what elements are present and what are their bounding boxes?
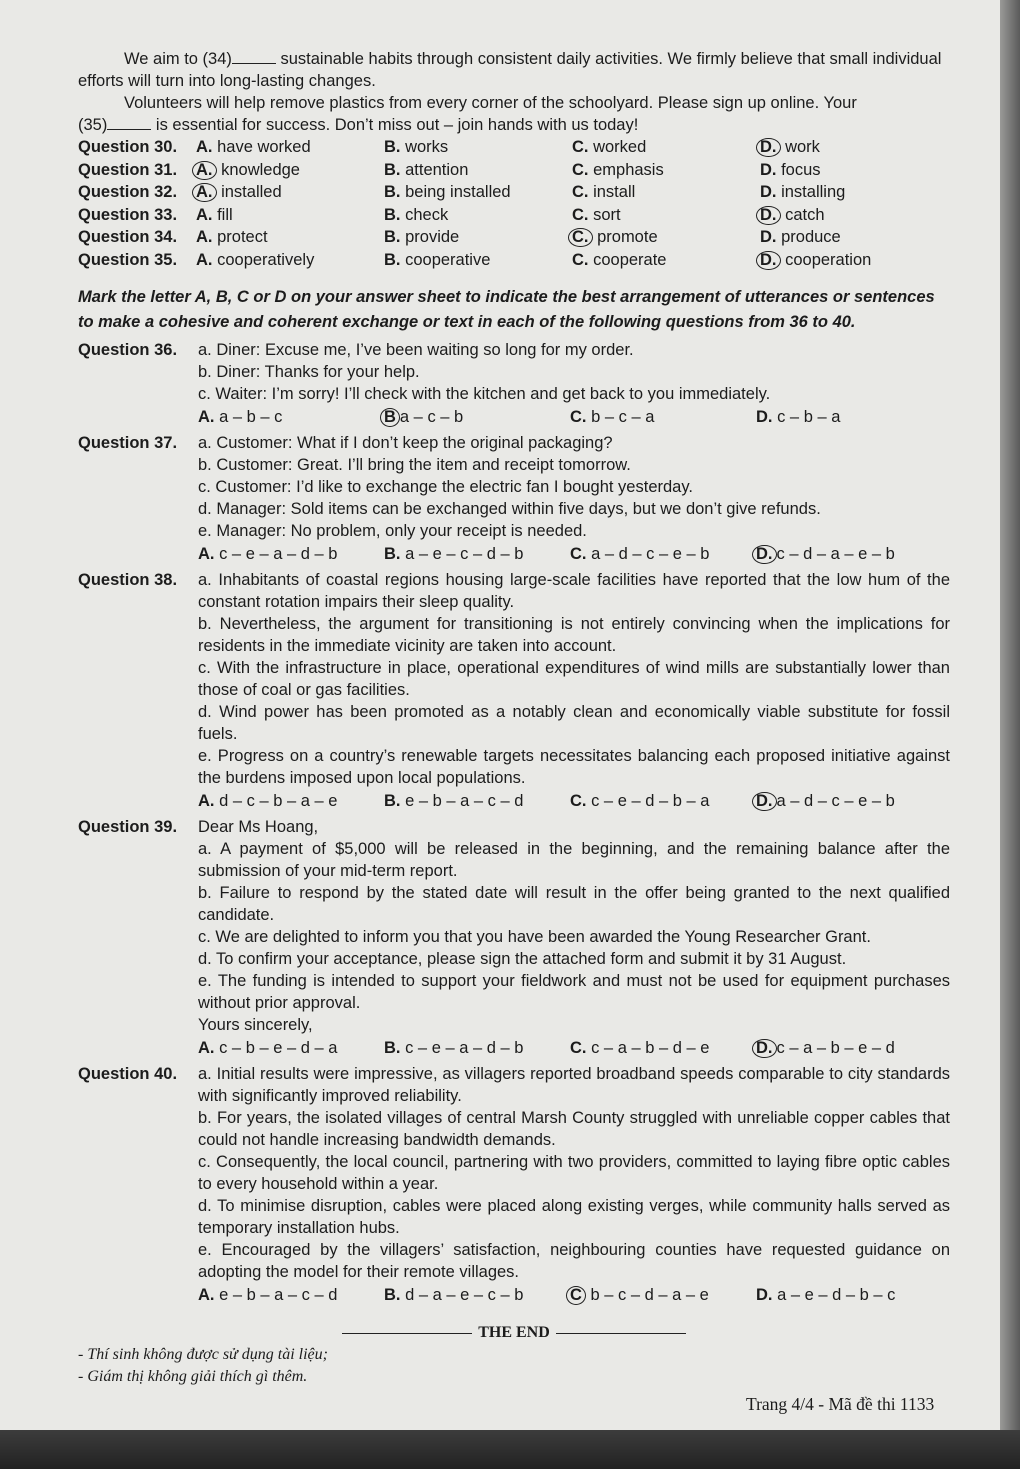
option-d[interactable] bbox=[756, 1037, 942, 1059]
option-a[interactable] bbox=[196, 249, 384, 271]
exam-notes bbox=[78, 1344, 950, 1388]
sentence-line: b. Nevertheless, the argument for transitioning is not entirely convincing when the implications for residents in the immediate vicinity are taken into account. bbox=[198, 615, 950, 655]
mcq-question-row bbox=[78, 159, 950, 182]
option-b[interactable] bbox=[384, 1037, 570, 1059]
option-text: cooperatively bbox=[217, 250, 315, 269]
option-d[interactable] bbox=[756, 406, 942, 428]
option-c[interactable] bbox=[570, 543, 756, 565]
option-text: a – e – d – b – c bbox=[777, 1286, 896, 1304]
option-text: c – e – d – b – a bbox=[591, 792, 710, 810]
note-line: - Thí sinh không được sử dụng tài liệu; bbox=[78, 1346, 328, 1363]
option-text: c – e – a – d – b bbox=[405, 1039, 524, 1057]
question-label: Question 32. bbox=[78, 183, 178, 202]
sentence-line: d. To minimise disruption, cables were placed along existing verges, while community halls served as temporary installation hubs. bbox=[198, 1197, 950, 1237]
option-letter: D. bbox=[760, 228, 777, 247]
option-letter: C. bbox=[570, 408, 587, 426]
option-text: install bbox=[593, 183, 636, 202]
passage-paragraph-2: Volunteers will help remove plastics from every corner of the schoolyard. Please sign up online. Your bbox=[124, 94, 857, 112]
option-letter: A. bbox=[196, 250, 213, 269]
option-letter: B. bbox=[384, 228, 401, 247]
option-letter: C. bbox=[570, 792, 587, 810]
option-text: d – a – e – c – b bbox=[405, 1286, 524, 1304]
option-c[interactable] bbox=[570, 1284, 756, 1306]
option-text: works bbox=[405, 138, 449, 157]
option-letter: C. bbox=[570, 545, 587, 563]
option-d[interactable] bbox=[756, 543, 942, 565]
option-d[interactable] bbox=[756, 790, 942, 812]
option-a[interactable] bbox=[198, 790, 384, 812]
mcq-question-row bbox=[78, 136, 950, 159]
option-text: e – b – a – c – d bbox=[405, 792, 524, 810]
option-text: c – e – a – d – b bbox=[219, 545, 338, 563]
option-text: sort bbox=[593, 205, 621, 224]
question-label: Question 33. bbox=[78, 205, 178, 224]
option-letter: B. bbox=[384, 545, 401, 563]
option-letter: A. bbox=[196, 205, 213, 224]
option-text: protect bbox=[217, 228, 268, 247]
question-body bbox=[198, 432, 950, 567]
option-text: e – b – a – c – d bbox=[219, 1286, 338, 1304]
background-edge bbox=[1000, 0, 1020, 1430]
option-text: installing bbox=[781, 183, 846, 202]
option-text: cooperation bbox=[785, 250, 872, 269]
option-text: work bbox=[785, 138, 820, 157]
option-text: check bbox=[405, 205, 449, 224]
option-letter: A. bbox=[196, 138, 213, 157]
option-c[interactable] bbox=[572, 159, 760, 181]
answer-options bbox=[198, 406, 950, 428]
option-letter: A. bbox=[198, 408, 215, 426]
sentence-line: c. Customer: I’d like to exchange the electric fan I bought yesterday. bbox=[198, 478, 693, 496]
option-b[interactable] bbox=[384, 204, 572, 226]
question-36 bbox=[78, 339, 950, 430]
question-label: Question 36. bbox=[78, 341, 178, 359]
option-b[interactable] bbox=[384, 136, 572, 158]
option-text: c – a – b – d – e bbox=[591, 1039, 710, 1057]
sentence-line: e. The funding is intended to support your fieldwork and must not be used for equipment purchases without prior approval. bbox=[198, 972, 950, 1012]
option-text: c – b – e – d – a bbox=[219, 1039, 338, 1057]
option-d[interactable] bbox=[760, 159, 940, 181]
page-content bbox=[78, 48, 950, 1388]
option-text: c – b – a bbox=[777, 408, 841, 426]
sentence-line: a. Inhabitants of coastal regions housing large-scale facilities have reported that the low hum of the constant rotation impairs their sleep quality. bbox=[198, 571, 950, 611]
mcq-block bbox=[78, 136, 950, 271]
option-c[interactable] bbox=[572, 226, 760, 248]
mcq-question-row bbox=[78, 226, 950, 249]
option-text: a – d – c – e – b bbox=[776, 792, 895, 810]
option-text: focus bbox=[781, 160, 821, 179]
circled-answer-mark: D. bbox=[756, 138, 781, 157]
mcq-question-row bbox=[78, 204, 950, 227]
option-letter: C. bbox=[572, 160, 589, 179]
option-text: produce bbox=[781, 228, 841, 247]
sentence-line: b. Failure to respond by the stated date will result in the offer being granted to the next qualified candidate. bbox=[198, 884, 950, 924]
answer-options bbox=[198, 543, 950, 565]
answer-blank-35 bbox=[107, 115, 151, 130]
option-text: knowledge bbox=[221, 160, 300, 179]
option-a[interactable] bbox=[198, 543, 384, 565]
passage-text: We aim to (34) bbox=[124, 50, 232, 68]
option-text: worked bbox=[593, 138, 647, 157]
option-letter: B. bbox=[384, 160, 401, 179]
passage-text: (35) bbox=[78, 116, 108, 134]
option-a[interactable] bbox=[196, 159, 384, 181]
divider bbox=[556, 1333, 686, 1334]
option-d[interactable] bbox=[756, 1284, 942, 1306]
option-c[interactable] bbox=[570, 1037, 756, 1059]
option-c[interactable] bbox=[570, 406, 756, 428]
option-text: being installed bbox=[405, 183, 511, 202]
sentence-line: d. Manager: Sold items can be exchanged within five days, but we don’t give refunds. bbox=[198, 500, 821, 518]
option-letter: C. bbox=[572, 183, 589, 202]
option-letter: B. bbox=[384, 250, 401, 269]
passage-paragraph-1 bbox=[78, 48, 950, 92]
option-text: attention bbox=[405, 160, 469, 179]
circled-answer-mark: D. bbox=[756, 206, 781, 225]
option-b[interactable] bbox=[384, 790, 570, 812]
passage-text: sustainable habits through consistent daily activities. We firmly believe that small individual efforts will turn into long-lasting changes. bbox=[78, 50, 942, 90]
circled-answer-mark: D. bbox=[752, 545, 777, 564]
option-text: catch bbox=[785, 205, 825, 224]
the-end-marker bbox=[78, 1322, 950, 1344]
option-text: a – b – c bbox=[219, 408, 283, 426]
option-text: provide bbox=[405, 228, 460, 247]
sentence-line: d. Wind power has been promoted as a notably clean and economically viable substitute for fossil fuels. bbox=[198, 703, 950, 743]
option-letter: C. bbox=[570, 1039, 587, 1057]
option-letter: D. bbox=[756, 408, 773, 426]
question-body bbox=[198, 816, 950, 1061]
option-c[interactable] bbox=[572, 136, 760, 158]
option-letter: A. bbox=[198, 545, 215, 563]
option-a[interactable] bbox=[196, 136, 384, 158]
question-body bbox=[198, 339, 950, 430]
sentence-line: e. Manager: No problem, only your receipt is needed. bbox=[198, 522, 587, 540]
circled-answer-mark: D. bbox=[756, 251, 781, 270]
passage-text: is essential for success. Don’t miss out – join hands with us today! bbox=[151, 116, 639, 134]
circled-answer-mark: D. bbox=[752, 1039, 777, 1058]
circled-answer-mark: D. bbox=[752, 792, 777, 811]
sentence-line: b. For years, the isolated villages of central Marsh County struggled with unreliable copper cables that could not handle increasing bandwidth demands. bbox=[198, 1109, 950, 1149]
option-b[interactable] bbox=[384, 181, 572, 203]
sentence-line: a. Initial results were impressive, as villagers reported broadband speeds comparable to city standards with significantly improved reliability. bbox=[198, 1065, 950, 1105]
option-letter: C. bbox=[572, 250, 589, 269]
option-text: promote bbox=[597, 228, 658, 247]
option-text: b – c – d – a – e bbox=[590, 1286, 709, 1304]
circled-answer-mark: C. bbox=[568, 228, 593, 247]
option-letter: B. bbox=[384, 138, 401, 157]
question-label: Question 38. bbox=[78, 571, 178, 589]
question-40 bbox=[78, 1063, 950, 1308]
option-text: d – c – b – a – e bbox=[219, 792, 338, 810]
option-letter: A. bbox=[198, 792, 215, 810]
option-letter: A. bbox=[196, 228, 213, 247]
answer-blank-34 bbox=[232, 49, 276, 64]
circled-answer-mark: A. bbox=[192, 161, 217, 180]
sentence-line: c. With the infrastructure in place, operational expenditures of wind mills are substantially lower than those of coal or gas facilities. bbox=[198, 659, 950, 699]
mcq-question-row bbox=[78, 249, 950, 272]
sentence-line: c. Waiter: I’m sorry! I’ll check with the kitchen and get back to you immediately. bbox=[198, 385, 771, 403]
answer-options bbox=[198, 1037, 950, 1059]
sentence-line: e. Encouraged by the villagers’ satisfaction, neighbouring counties have requested guidance on adopting the model for their remote villages. bbox=[198, 1241, 950, 1281]
answer-options bbox=[198, 1284, 950, 1306]
option-a[interactable] bbox=[198, 1037, 384, 1059]
option-d[interactable] bbox=[760, 136, 940, 158]
option-a[interactable] bbox=[196, 226, 384, 248]
option-b[interactable] bbox=[384, 406, 570, 428]
note-line: - Giám thị không giải thích gì thêm. bbox=[78, 1368, 308, 1385]
option-c[interactable] bbox=[572, 249, 760, 271]
page-footer: Trang 4/4 - Mã đề thi 1133 bbox=[746, 1394, 935, 1414]
sentence-line: b. Diner: Thanks for your help. bbox=[198, 363, 420, 381]
circled-answer-mark: C bbox=[566, 1286, 586, 1305]
question-38 bbox=[78, 569, 950, 814]
option-d[interactable] bbox=[760, 249, 940, 271]
option-text: emphasis bbox=[593, 160, 664, 179]
circled-answer-mark: B bbox=[380, 408, 400, 427]
option-text: b – c – a bbox=[591, 408, 655, 426]
option-letter: B. bbox=[384, 1039, 401, 1057]
option-d[interactable] bbox=[760, 226, 940, 248]
sentence-line: c. We are delighted to inform you that you have been awarded the Young Researcher Grant. bbox=[198, 928, 871, 946]
option-a[interactable] bbox=[198, 1284, 384, 1306]
question-39 bbox=[78, 816, 950, 1061]
option-c[interactable] bbox=[572, 181, 760, 203]
sentence-line: c. Consequently, the local council, partnering with two providers, committed to laying fibre optic cables to every household within a year. bbox=[198, 1153, 950, 1193]
option-letter: B. bbox=[384, 792, 401, 810]
option-c[interactable] bbox=[570, 790, 756, 812]
option-d[interactable] bbox=[760, 181, 940, 203]
option-text: cooperative bbox=[405, 250, 491, 269]
option-text: c – a – b – e – d bbox=[776, 1039, 895, 1057]
option-text: a – d – c – e – b bbox=[591, 545, 710, 563]
option-c[interactable] bbox=[572, 204, 760, 226]
background-edge bbox=[0, 1430, 1020, 1469]
sentence-line: a. A payment of $5,000 will be released in the beginning, and the remaining balance after the submission of your mid-term report. bbox=[198, 840, 950, 880]
option-letter: C. bbox=[572, 205, 589, 224]
question-label: Question 39. bbox=[78, 818, 178, 836]
question-label: Question 34. bbox=[78, 228, 178, 247]
sentence-line: e. Progress on a country’s renewable targets necessitates balancing each proposed initiative against the burdens imposed upon local populations. bbox=[198, 747, 950, 787]
question-label: Question 40. bbox=[78, 1065, 178, 1083]
option-text: fill bbox=[217, 205, 233, 224]
circled-answer-mark: A. bbox=[192, 183, 217, 202]
divider bbox=[342, 1333, 472, 1334]
option-text: a – c – b bbox=[399, 408, 464, 426]
section-instruction: Mark the letter A, B, C or D on your answer sheet to indicate the best arrangement of utterances or sentences to make a cohesive and coherent exchange or text in each of the following questions from 36 to 40. bbox=[78, 288, 935, 331]
sentence-line: b. Customer: Great. I’ll bring the item and receipt tomorrow. bbox=[198, 456, 631, 474]
option-text: cooperate bbox=[593, 250, 667, 269]
question-label: Question 35. bbox=[78, 250, 178, 269]
option-letter: B. bbox=[384, 1286, 401, 1304]
letter-closing: Yours sincerely, bbox=[198, 1016, 313, 1034]
option-letter: A. bbox=[198, 1039, 215, 1057]
option-b[interactable] bbox=[384, 159, 572, 181]
option-letter: B. bbox=[384, 183, 401, 202]
question-label: Question 31. bbox=[78, 160, 178, 179]
sentence-line: a. Diner: Excuse me, I’ve been waiting so long for my order. bbox=[198, 341, 634, 359]
option-letter: D. bbox=[756, 1286, 773, 1304]
question-label: Question 37. bbox=[78, 434, 178, 452]
option-letter: A. bbox=[198, 1286, 215, 1304]
option-b[interactable] bbox=[384, 226, 572, 248]
option-d[interactable] bbox=[760, 204, 940, 226]
answer-options bbox=[198, 790, 950, 812]
letter-greeting: Dear Ms Hoang, bbox=[198, 818, 319, 836]
question-label: Question 30. bbox=[78, 138, 178, 157]
option-a[interactable] bbox=[198, 406, 384, 428]
question-body bbox=[198, 1063, 950, 1308]
option-a[interactable] bbox=[196, 181, 384, 203]
option-b[interactable] bbox=[384, 543, 570, 565]
option-letter: B. bbox=[384, 205, 401, 224]
sentence-line: a. Customer: What if I don’t keep the original packaging? bbox=[198, 434, 613, 452]
option-text: c – d – a – e – b bbox=[776, 545, 895, 563]
question-37 bbox=[78, 432, 950, 567]
option-a[interactable] bbox=[196, 204, 384, 226]
passage-paragraph-3 bbox=[78, 114, 950, 136]
option-text: installed bbox=[221, 183, 282, 202]
option-text: have worked bbox=[217, 138, 311, 157]
sentence-line: d. To confirm your acceptance, please sign the attached form and submit it by 31 August. bbox=[198, 950, 847, 968]
option-letter: D. bbox=[760, 183, 777, 202]
mcq-question-row bbox=[78, 181, 950, 204]
the-end-text: THE END bbox=[478, 1324, 550, 1341]
option-letter: C. bbox=[572, 138, 589, 157]
option-b[interactable] bbox=[384, 249, 572, 271]
option-b[interactable] bbox=[384, 1284, 570, 1306]
question-body bbox=[198, 569, 950, 814]
option-text: a – e – c – d – b bbox=[405, 545, 524, 563]
option-letter: D. bbox=[760, 160, 777, 179]
